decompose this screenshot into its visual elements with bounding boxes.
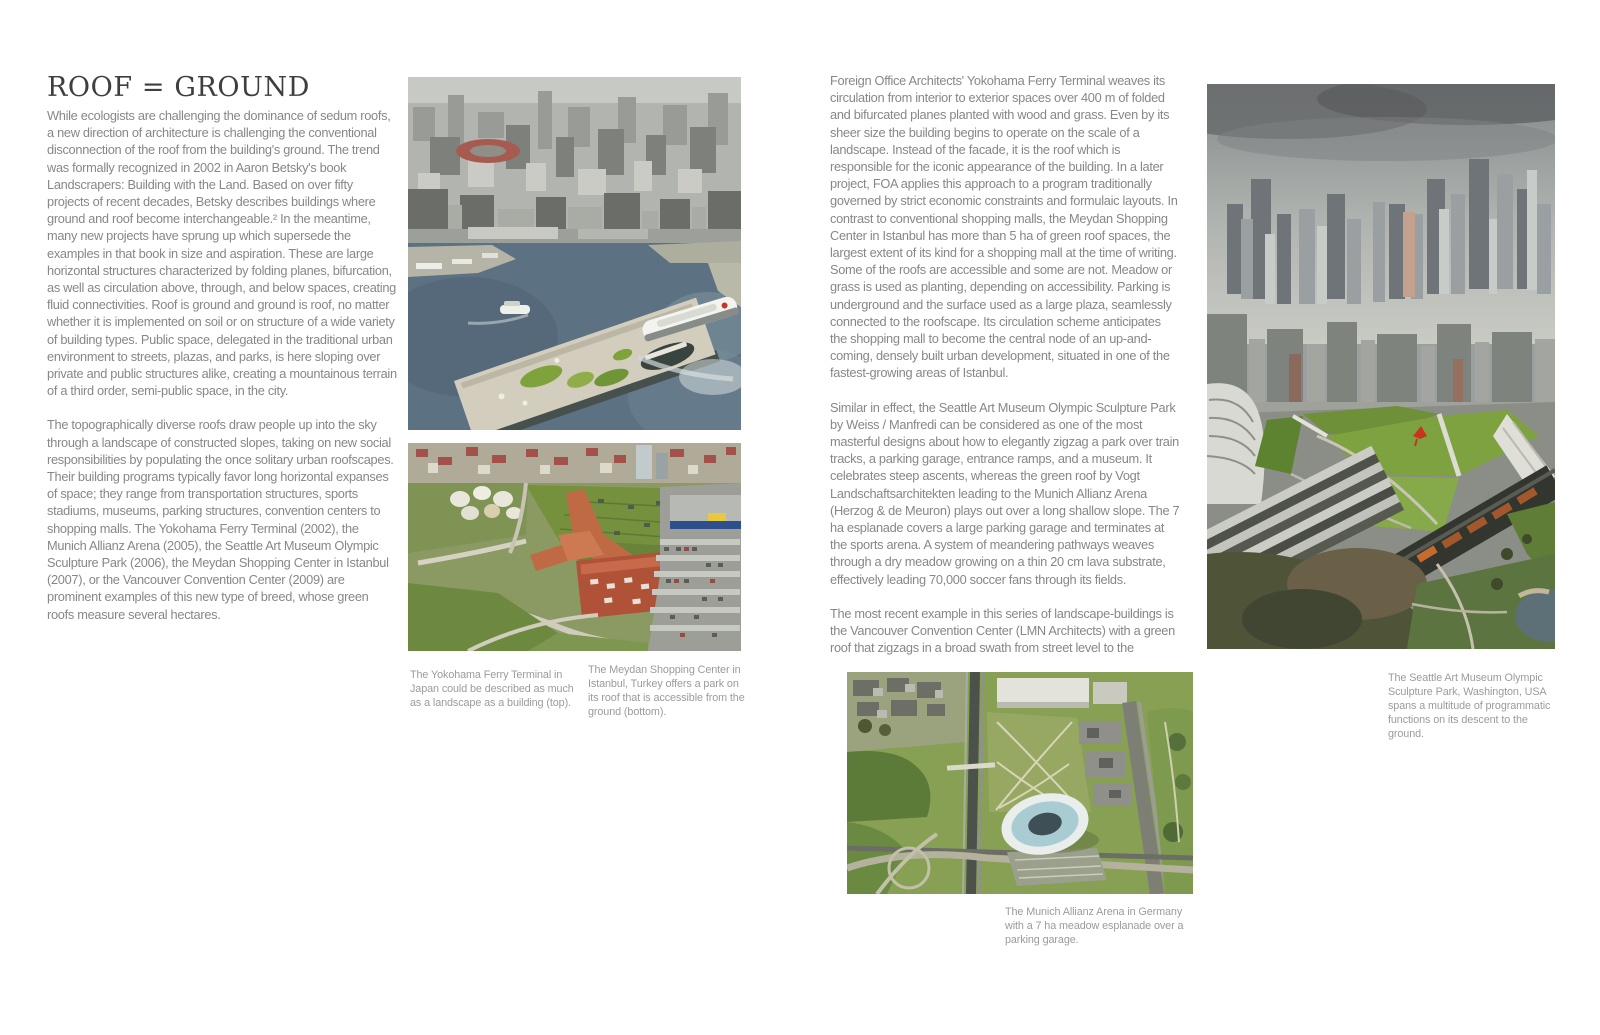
yokohama-photo-caption: The Yokohama Ferry Terminal in Japan could be described as much as a landscape as a building (top).	[410, 669, 574, 709]
munich-photo-caption: The Munich Allianz Arena in Germany with a 7 ha meadow esplanade over a parking garage.	[1005, 906, 1184, 946]
seattle-aerial-image	[1207, 84, 1555, 649]
right-text-column	[830, 72, 1180, 674]
yokohama-aerial-image	[408, 77, 741, 430]
body-paragraph: Foreign Office Architects' Yokohama Ferry Terminal weaves its circulation from interior to exterior spaces over 400 m of folded and bifurcated planes planted with wood and grass. Even by its sheer size the building begins to operate on the scale of a landscape. Instead of the facade, it is the roof which is responsible for the iconic appearance of the building. In a later project, FOA applies this approach to a program traditionally governed by strict economic constraints and formulaic layouts. In contrast to conventional shopping malls, the Meydan Shopping Center in Istanbul has more than 5 ha of green roof spaces, the largest extent of its kind for a shopping mall at the time of writing. Some of the roofs are accessible and some are not. Meadow or grass is used as planting, depending on accessibility. Parking is underground and the surface used as a large plaza, seamlessly connected to the roofscape. Its circulation scheme anticipates the shopping mall to become the central node of an up-and-coming, densely built urban development, situated in one of the fastest-growing areas of Istanbul.	[830, 73, 1178, 381]
munich-allianz-arena-photo	[847, 672, 1193, 894]
body-paragraph: While ecologists are challenging the dominance of sedum roofs, a new direction of architecture is challenging the conventional disconnection of the roof from the building's ground. The trend was formally recognized in 2002 in Aaron Betsky's book Landscrapers: Building with the Land. Based on over fifty projects of recent decades, Betsky describes buildings where ground and roof become interchangeable.² In the meantime, many new projects have sprung up which supersede the examples in that book in size and aspiration. These are large horizontal structures characterized by folding planes, bifurcation, as well as circulation above, through, and below spaces, creating fluid connectivities. Roof is ground and ground is roof, no matter whether it is implemented on soil or on structure of a wide variety of building types. Public space, delegated in the traditional urban environment to streets, plazas, and parks, is here sloping over private and public structures alike, creating a mountainous terrain of a third order, semi-public space, in the city.	[47, 108, 397, 399]
meydan-aerial-image	[408, 443, 741, 651]
body-paragraph: The most recent example in this series of landscape-buildings is the Vancouver Convention Center (LMN Architects) with a green roof that zigzags in a broad swath from street level to the	[830, 605, 1175, 656]
meydan-shopping-center-photo	[408, 443, 741, 651]
meydan-photo-caption: The Meydan Shopping Center in Istanbul, Turkey offers a park on its roof that is accessible from the ground (bottom).	[588, 664, 745, 718]
body-paragraph: Similar in effect, the Seattle Art Museum Olympic Sculpture Park by Weiss / Manfredi can be considered as one of the most masterful designs about how to elegantly zigzag a park over train tracks, a parking garage, entrance ramps, and a museum. It celebrates steep ascents, whereas the green roof by Vogt Landschaftsarchitekten leading to the Munich Allianz Arena (Herzog & de Meuron) plays out over a long shallow slope. The 7 ha esplanade covers a large parking garage and terminates at the sports arena. A system of meandering pathways weaves through a dry meadow growing on a thin 20 cm lava substrate, effectively leading 70,000 soccer fans through its fields.	[830, 399, 1180, 587]
munich-aerial-image	[847, 672, 1193, 894]
left-text-column	[47, 107, 397, 640]
seattle-photo-caption: The Seattle Art Museum Olympic Sculpture Park, Washington, USA spans a multitude of programmatic functions on its descent to the ground.	[1388, 672, 1551, 740]
body-paragraph: The topographically diverse roofs draw people up into the sky through a landscape of constructed slopes, taking on new social responsibilities by populating the once solitary urban roofscapes. Their building programs typically favor long horizontal expanses of space; they range from transportation structures, sports stadiums, museums, parking structures, convention centers to shopping malls. The Yokohama Ferry Terminal (2002), the Munich Allianz Arena (2005), the Seattle Art Museum Olympic Sculpture Park (2006), the Meydan Shopping Center in Istanbul (2007), or the Vancouver Convention Center (2009) are prominent examples of this new type of breed, whose green roofs measure several hectares.	[47, 417, 394, 622]
yokohama-ferry-terminal-photo	[408, 77, 741, 430]
page-title: ROOF = GROUND	[47, 72, 310, 103]
seattle-sculpture-park-photo	[1207, 84, 1555, 649]
